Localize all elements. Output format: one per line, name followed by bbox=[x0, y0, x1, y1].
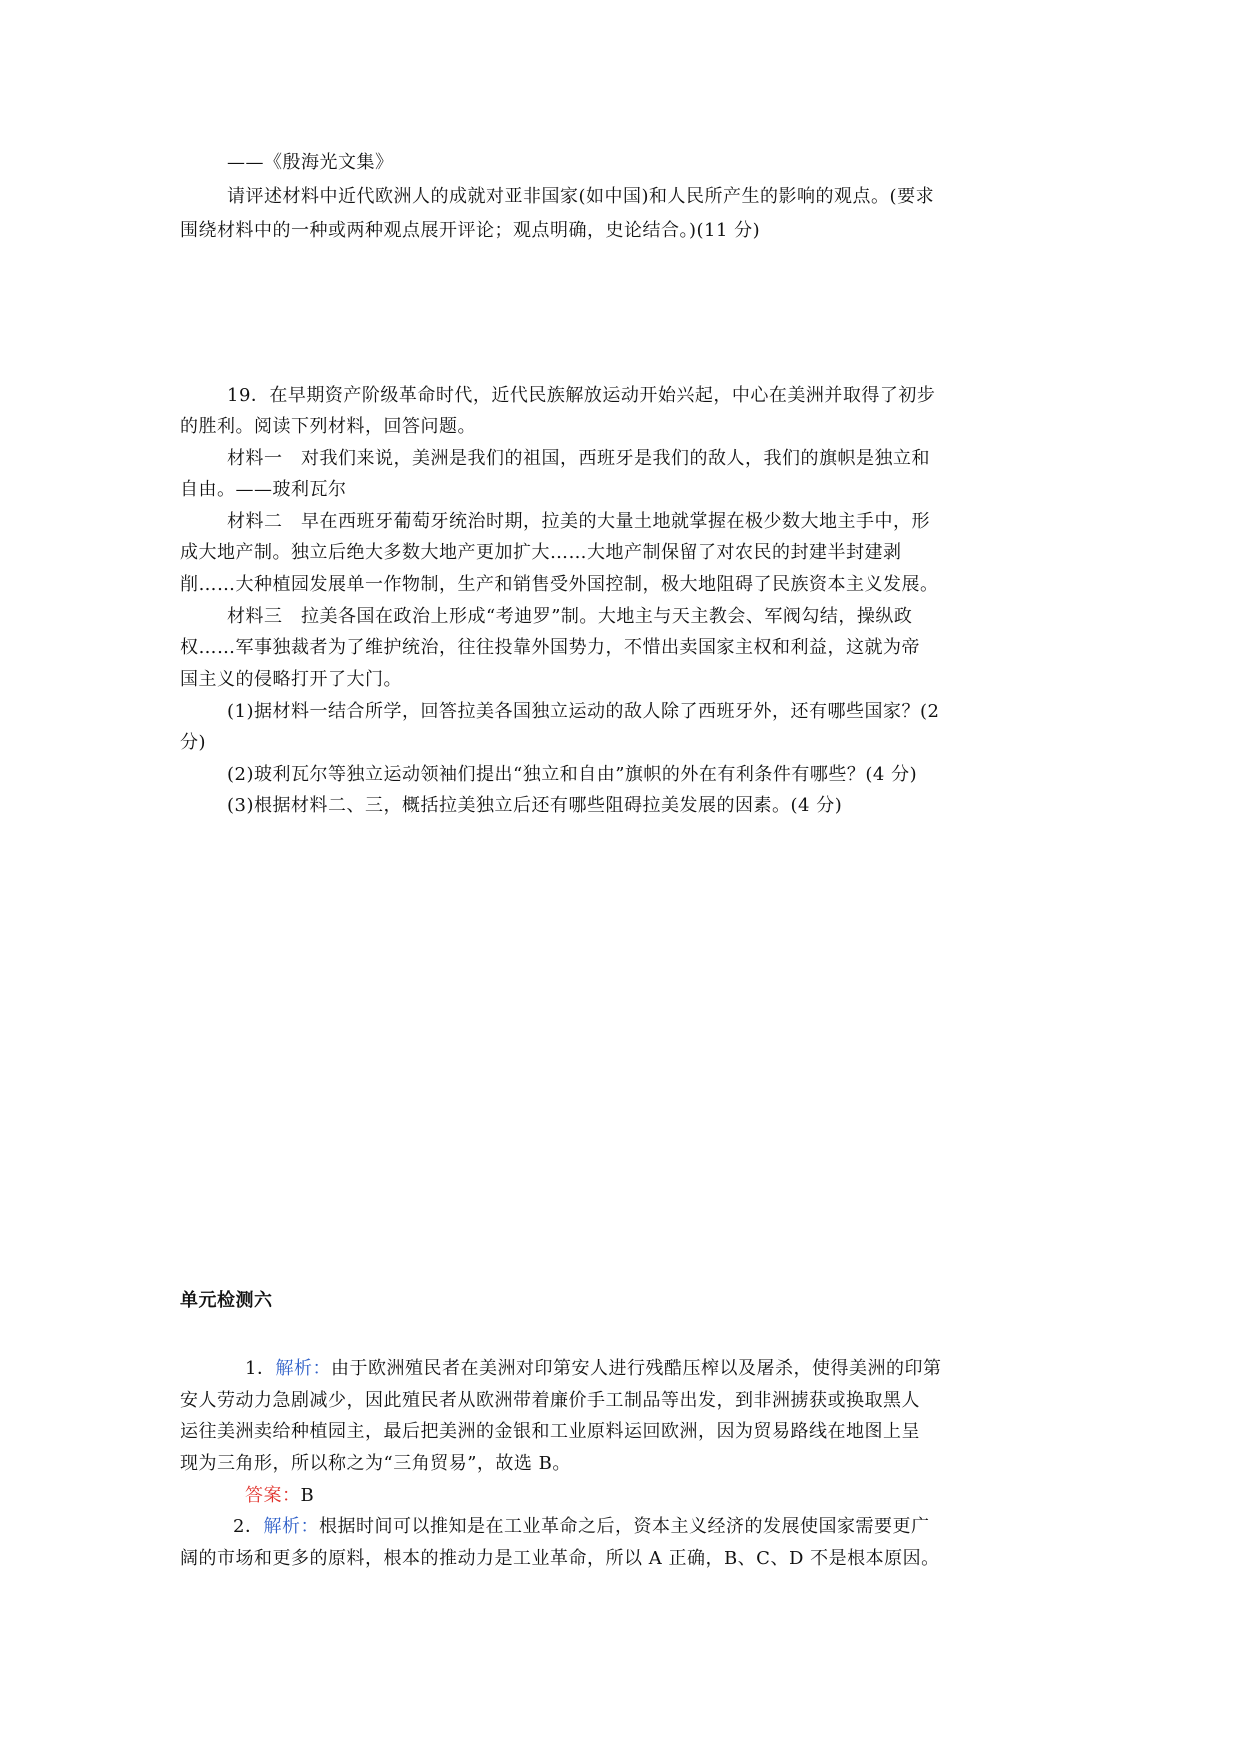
analysis-text: 由于欧洲殖民者在美洲对印第安人进行残酷压榨以及屠杀，使得美洲的印第 bbox=[330, 1358, 942, 1379]
question-19-intro: 19．在早期资产阶级革命时代，近代民族解放运动开始兴起，中心在美洲并取得了初步 bbox=[227, 385, 936, 406]
analysis-text: 安人劳动力急剧减少，因此殖民者从欧洲带着廉价手工制品等出发，到非洲掳获或换取黑人 bbox=[180, 1390, 920, 1411]
material-three: 国主义的侵略打开了大门。 bbox=[180, 669, 402, 690]
analysis-label: 解析： bbox=[263, 1516, 319, 1537]
answer-1-result bbox=[245, 1483, 314, 1509]
answer-number: 2． bbox=[233, 1516, 264, 1537]
answer-1-first-line bbox=[245, 1356, 941, 1382]
material-three: 权……军事独裁者为了维护统治，往往投靠外国势力，不惜出卖国家主权和利益，这就为帝 bbox=[180, 637, 920, 658]
answer-label: 答案： bbox=[245, 1485, 301, 1506]
sub-question-2: (2)玻利瓦尔等独立运动领袖们提出“独立和自由”旗帜的外在有利条件有哪些？(4 分) bbox=[227, 764, 918, 785]
analysis-label: 解析： bbox=[275, 1358, 331, 1379]
unit-title: 单元检测六 bbox=[180, 1290, 273, 1311]
material-two: 成大地产制。独立后绝大多数大地产更加扩大……大地产制保留了对农民的封建半封建剥 bbox=[180, 542, 902, 563]
sub-question-3: (3)根据材料二、三，概括拉美独立后还有哪些阻碍拉美发展的因素。(4 分) bbox=[227, 795, 843, 816]
material-one: 自由。——玻利瓦尔 bbox=[180, 479, 347, 500]
source-citation: ——《殷海光文集》 bbox=[227, 152, 394, 173]
question-prompt-line: 请评述材料中近代欧洲人的成就对亚非国家(如中国)和人民所产生的影响的观点。(要求 bbox=[227, 186, 935, 207]
material-two: 削……大种植园发展单一作物制，生产和销售受外国控制，极大地阻碍了民族资本主义发展。 bbox=[180, 574, 939, 595]
analysis-text: 运往美洲卖给种植园主，最后把美洲的金银和工业原料运回欧洲，因为贸易路线在地图上呈 bbox=[180, 1421, 920, 1442]
sub-question-1: 分) bbox=[180, 732, 207, 753]
answer-number: 1． bbox=[245, 1358, 276, 1379]
question-prompt-line: 围绕材料中的一种或两种观点展开评论；观点明确，史论结合。)(11 分) bbox=[180, 220, 761, 241]
answer-value: B bbox=[300, 1485, 315, 1506]
analysis-text: 现为三角形，所以称之为“三角贸易”，故选 B。 bbox=[180, 1453, 571, 1474]
material-two: 材料二 早在西班牙葡萄牙统治时期，拉美的大量土地就掌握在极少数大地主手中，形 bbox=[227, 511, 930, 532]
analysis-text: 阔的市场和更多的原料，根本的推动力是工业革命，所以 A 正确，B、C、D 不是根本原因。 bbox=[180, 1548, 940, 1569]
analysis-text: 根据时间可以推知是在工业革命之后，资本主义经济的发展使国家需要更广 bbox=[318, 1516, 930, 1537]
sub-question-1: (1)据材料一结合所学，回答拉美各国独立运动的敌人除了西班牙外，还有哪些国家？(2 bbox=[227, 701, 940, 722]
question-19-intro: 的胜利。阅读下列材料，回答问题。 bbox=[180, 416, 476, 437]
material-one: 材料一 对我们来说，美洲是我们的祖国，西班牙是我们的敌人，我们的旗帜是独立和 bbox=[227, 448, 930, 469]
material-three: 材料三 拉美各国在政治上形成“考迪罗”制。大地主与天主教会、军阀勾结，操纵政 bbox=[227, 606, 913, 627]
answer-2-first-line bbox=[233, 1514, 929, 1540]
